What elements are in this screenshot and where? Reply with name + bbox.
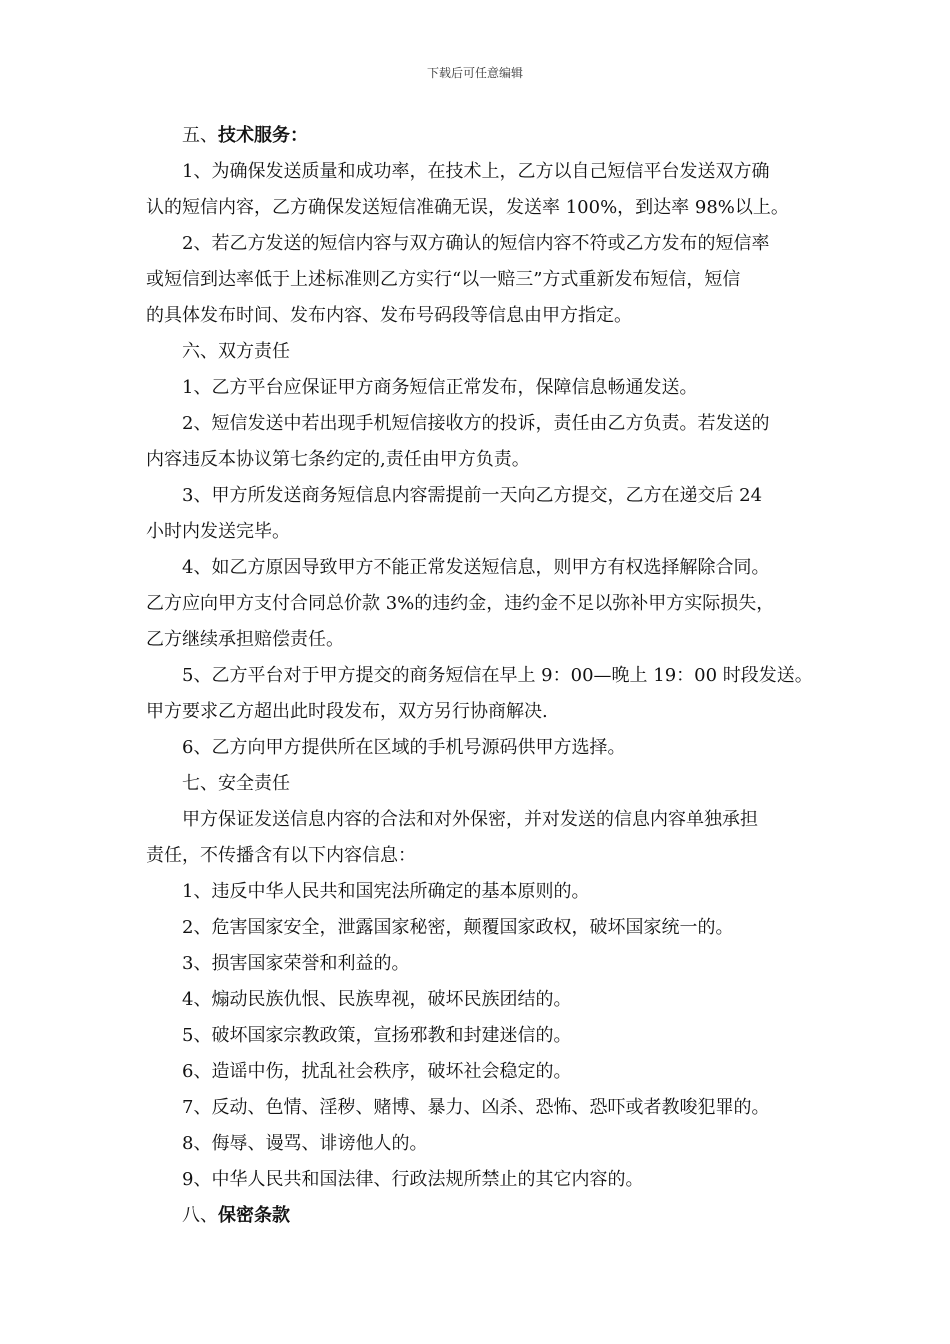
paragraph-line: 5、破坏国家宗教政策，宣扬邪教和封建迷信的。 [182,1025,572,1046]
page-header: 下载后可任意编辑 [426,66,523,80]
section-heading [146,118,822,154]
section-heading [146,334,822,370]
paragraph-line: 2、短信发送中若出现手机短信接收方的投诉，责任由乙方负责。若发送的 [182,413,770,434]
paragraph-line: 或短信到达率低于上述标准则乙方实行“以一赔三”方式重新发布短信，短信 [146,269,741,290]
section-title: 安全责任 [218,773,290,794]
section-title: 双方责任 [218,341,290,362]
paragraph-line: 乙方继续承担赔偿责任。 [146,629,344,650]
paragraph-line: 6、乙方向甲方提供所在区域的手机号源码供甲方选择。 [182,737,626,758]
paragraph-line: 6、造谣中伤，扰乱社会秩序，破坏社会稳定的。 [182,1061,572,1082]
paragraph-line: 内容违反本协议第七条约定的,责任由甲方负责。 [146,449,530,470]
section-number: 六、 [182,341,218,362]
paragraph-line: 3、损害国家荣誉和利益的。 [182,953,410,974]
section-title: 技术服务： [218,125,308,146]
document-body [146,118,822,1234]
paragraph-line: 2、若乙方发送的短信内容与双方确认的短信内容不符或乙方发布的短信率 [182,233,770,254]
paragraph-line: 7、反动、色情、淫秽、赌博、暴力、凶杀、恐怖、恐吓或者教唆犯罪的。 [182,1097,770,1118]
paragraph-line: 5、乙方平台对于甲方提交的商务短信在早上 9：00—晚上 19：00 时段发送。 [182,665,813,686]
paragraph-line: 的具体发布时间、发布内容、发布号码段等信息由甲方指定。 [146,305,632,326]
paragraph-line: 8、侮辱、谩骂、诽谤他人的。 [182,1133,428,1154]
section-number: 七、 [182,773,218,794]
paragraph-line: 1、违反中华人民共和国宪法所确定的基本原则的。 [182,881,590,902]
paragraph-line: 4、煽动民族仇恨、民族卑视，破坏民族团结的。 [182,989,572,1010]
paragraph-line: 小时内发送完毕。 [146,521,290,542]
section-title: 保密条款 [218,1205,290,1226]
paragraph-line: 乙方应向甲方支付合同总价款 3%的违约金，违约金不足以弥补甲方实际损失， [146,593,775,614]
paragraph-line: 4、如乙方原因导致甲方不能正常发送短信息，则甲方有权选择解除合同。 [182,557,770,578]
paragraph-line: 3、甲方所发送商务短信息内容需提前一天向乙方提交，乙方在递交后 24 [182,485,763,506]
section-number: 五、 [182,125,218,146]
paragraph-line: 甲方保证发送信息内容的合法和对外保密，并对发送的信息内容单独承担 [182,809,758,830]
paragraph-line: 责任，不传播含有以下内容信息： [146,845,416,866]
paragraph-line: 甲方要求乙方超出此时段发布，双方另行协商解决. [146,701,548,722]
paragraph-line: 1、为确保发送质量和成功率，在技术上，乙方以自己短信平台发送双方确 [182,161,770,182]
paragraph-line: 9、中华人民共和国法律、行政法规所禁止的其它内容的。 [182,1169,644,1190]
section-heading [146,766,822,802]
paragraph-line: 2、危害国家安全，泄露国家秘密，颠覆国家政权，破坏国家统一的。 [182,917,734,938]
paragraph-line: 认的短信内容，乙方确保发送短信准确无误，发送率 100%，到达率 98%以上。 [146,197,789,218]
paragraph-line: 1、乙方平台应保证甲方商务短信正常发布，保障信息畅通发送。 [182,377,698,398]
section-number: 八、 [182,1205,218,1226]
section-heading [146,1198,822,1234]
